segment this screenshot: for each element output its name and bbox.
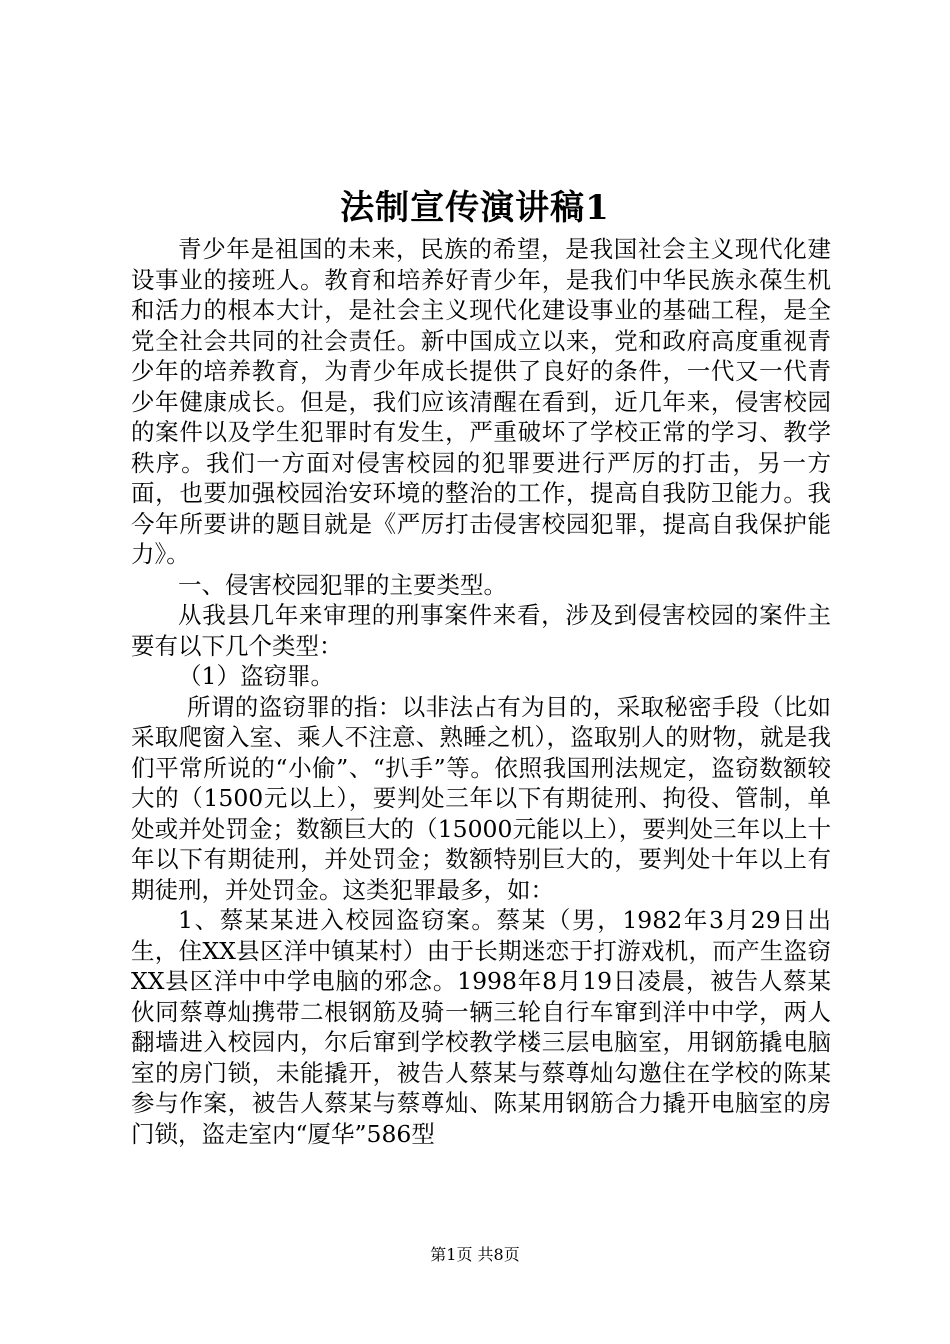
paragraph-theft-definition: 所谓的盗窃罪的指：以非法占有为目的，采取秘密手段（比如采取爬窗入室、乘人不注意、熟睡之机），盗取别人的财物，就是我们平常所说的“小偷”、“扒手”等。依照我国刑法规定，盗窃数额较大的（1500元以上），要判处三年以下有期徒刑、拘役、管制，单处或并处罚金；数额巨大的（15000元能以上），要判处三年以上十年以下有期徒刑，并处罚金；数额特别巨大的，要判处十年以上有期徒刑，并处罚金。这类犯罪最多，如： [131,692,831,904]
paragraph-intro: 青少年是祖国的未来，民族的希望，是我国社会主义现代化建设事业的接班人。教育和培养好青少年，是我们中华民族永葆生机和活力的根本大计，是社会主义现代化建设事业的基础工程，是全党全社会共同的社会责任。新中国成立以来，党和政府高度重视青少年的培养教育，为青少年成长提供了良好的条件，一代又一代青少年健康成长。但是，我们应该清醒在看到，近几年来，侵害校园的案件以及学生犯罪时有发生，严重破坏了学校正常的学习、教学秩序。我们一方面对侵害校园的犯罪要进行严厉的打击，另一方面，也要加强校园治安环境的整治的工作，提高自我防卫能力。我今年所要讲的题目就是《严厉打击侵害校园犯罪，提高自我保护能力》。 [131,235,831,568]
section-heading-crime-types: 一、侵害校园犯罪的主要类型。 [178,570,507,599]
subheading-theft: （1）盗窃罪。 [178,662,334,690]
document-body [131,234,831,1149]
page-footer: 第1页 共8页 [430,1245,520,1264]
paragraph-case-overview: 从我县几年来审理的刑事案件来看，涉及到侵害校园的案件主要有以下几个类型： [131,601,831,660]
document-title: 法制宣传演讲稿1 [340,188,610,228]
paragraph-case-1: 1、蔡某某进入校园盗窃案。蔡某（男，1982年3月29日出生，住XX县区洋中镇某村）由于长期迷恋于打游戏机，而产生盗窃XX县区洋中中学电脑的邪念。1998年8月19日凌晨，被告人蔡某伙同蔡尊灿携带二根钢筋及骑一辆三轮自行车窜到洋中中学，两人翻墙进入校园内，尔后窜到学校教学楼三层电脑室，用钢筋撬电脑室的房门锁，未能撬开，被告人蔡某与蔡尊灿勾邀住在学校的陈某参与作案，被告人蔡某与蔡尊灿、陈某用钢筋合力撬开电脑室的房门锁，盗走室内“厦华”586型 [131,906,831,1148]
